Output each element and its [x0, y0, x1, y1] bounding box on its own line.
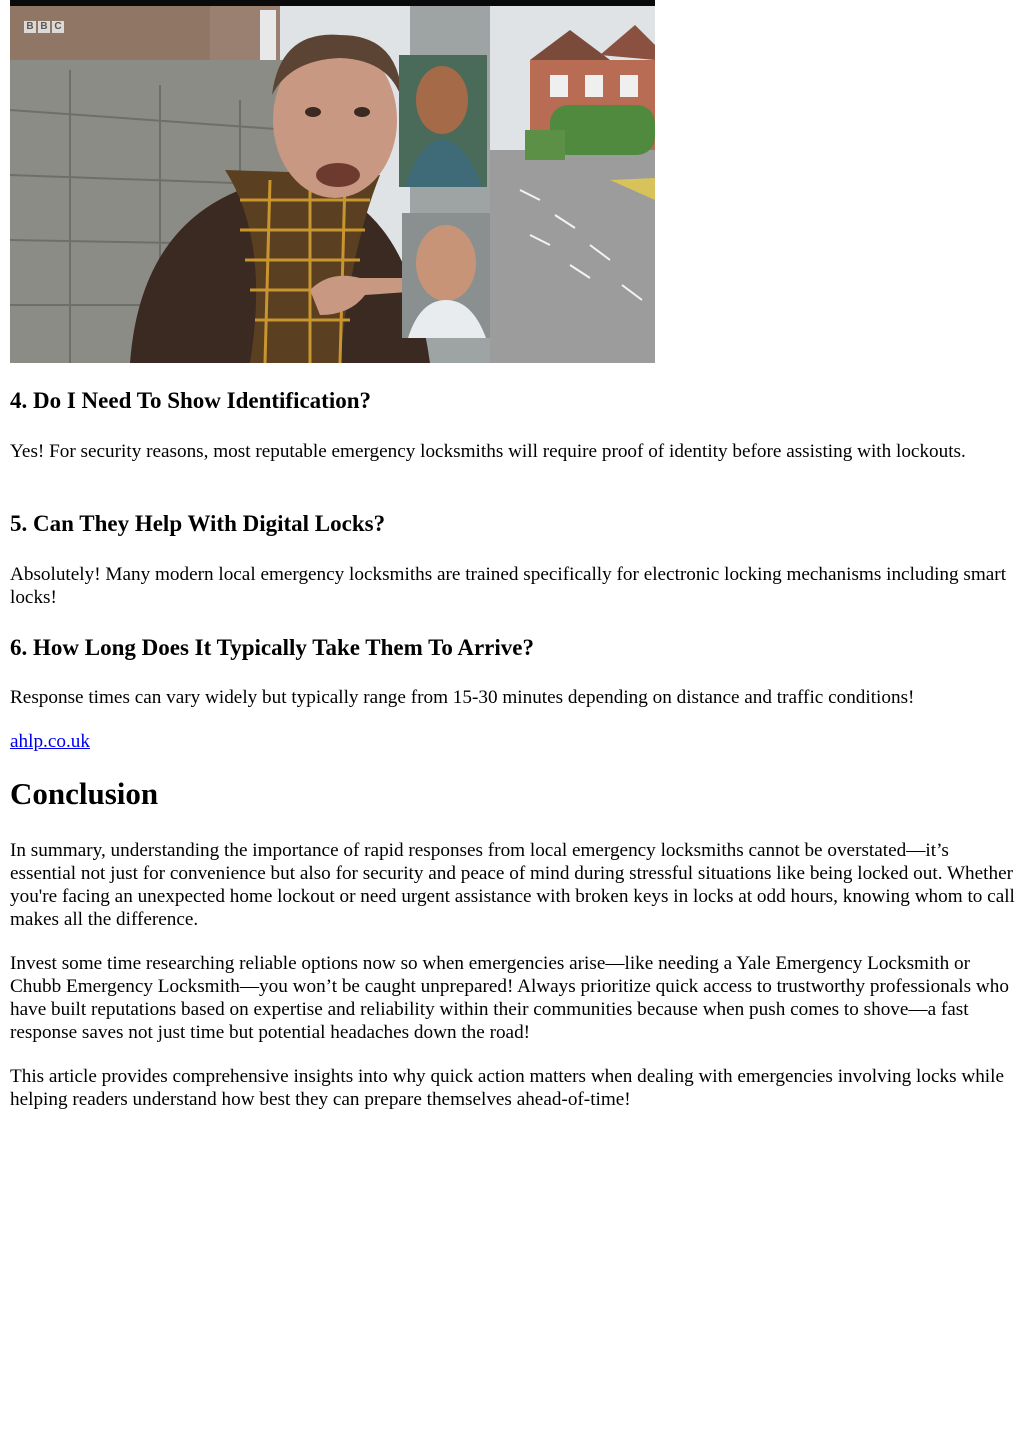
faq-question-6: 6. How Long Does It Typically Take Them To Arrive?	[10, 635, 534, 660]
faq-answer-5: Absolutely! Many modern local emergency locksmiths are trained specifically for electronic locking mechanisms including smart locks!	[10, 564, 1007, 608]
conclusion-paragraph-3: This article provides comprehensive insights into why quick action matters when dealing with emergencies involving locks while helping readers understand how best they can prepare themselves ahead-of-time!	[10, 1066, 1004, 1110]
bbc-logo	[24, 21, 64, 33]
faq-answer-6: Response times can vary widely but typically range from 15-30 minutes depending on distance and traffic conditions!	[10, 687, 915, 708]
video-still-image[interactable]	[10, 0, 655, 363]
faq-question-4: 4. Do I Need To Show Identification?	[10, 388, 372, 413]
faq-question-5: 5. Can They Help With Digital Locks?	[10, 511, 386, 536]
conclusion-paragraph-1: In summary, understanding the importance of rapid responses from local emergency locksmiths cannot be overstated—it’s essential not just for convenience but also for security and peace of mind during stressful situations like being locked out. Whether you're facing an unexpected home lockout or need urgent assistance with broken keys in locks at odd hours, knowing whom to call makes all the difference.	[10, 840, 1015, 930]
faq-answer-4: Yes! For security reasons, most reputable emergency locksmiths will require proof of identity before assisting with lockouts.	[10, 441, 966, 462]
conclusion-heading: Conclusion	[10, 776, 159, 811]
bbc-logo-letter: C	[52, 21, 64, 33]
source-link[interactable]: ahlp.co.uk	[10, 731, 90, 752]
bbc-logo-letter: B	[38, 21, 50, 33]
bbc-logo-letter: B	[24, 21, 36, 33]
street-scene-illustration	[10, 0, 655, 363]
conclusion-paragraph-2: Invest some time researching reliable options now so when emergencies arise—like needing a Yale Emergency Locksmith or Chubb Emergency Locksmith—you won’t be caught unprepared! Always prioritize quick access to trustworthy professionals who have built reputations based on expertise and reliability within their communities because when push comes to shove—a fast response saves not just time but potential headaches down the road!	[10, 953, 1009, 1043]
